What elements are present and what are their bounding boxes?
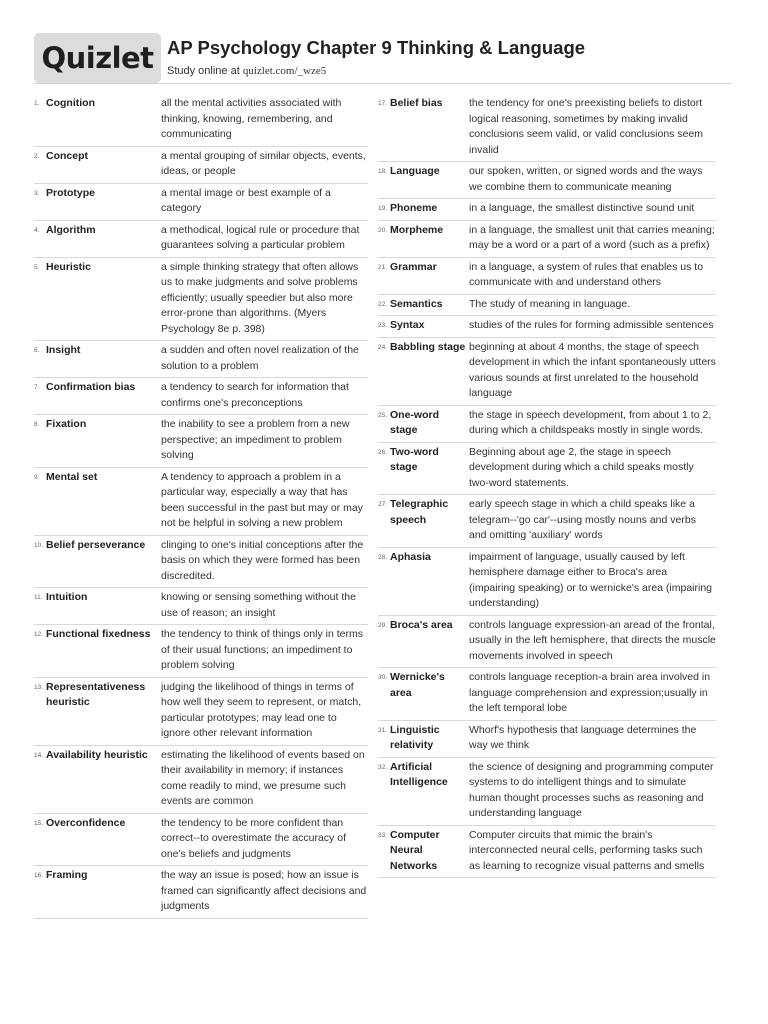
term-row [378,221,716,258]
term-number: 1. [34,100,40,107]
term-definition: controls language expression-an aread of the frontal, usually in the left hemisphere, that directs the muscle movements involved in speech [469,618,716,662]
term-definition: estimating the likelihood of events based on their availability in memory; if instances come readily to mind, we presume such events are common [161,748,365,807]
term-number: 17. [378,100,388,107]
term-number: 4. [34,226,40,234]
term-definition: in a language, a system of rules that enables us to communicate with and understand others [469,260,704,288]
term-number: 18. [378,168,388,175]
term-name: Confirmation bias [46,381,136,393]
term-number: 6. [34,347,40,354]
term-row [34,746,368,814]
term-definition: The study of meaning in language. [469,297,631,310]
term-number: 12. [34,631,44,638]
term-name: One-word stage [390,408,439,436]
term-name: Insight [46,344,81,356]
page-title: AP Psychology Chapter 9 Thinking & Language [167,37,586,58]
term-number: 27. [378,501,388,508]
term-number: 14. [34,751,44,759]
term-definition: the tendency to be more confident than correct--to overestimate the accuracy of one's beliefs and judgments [161,816,346,860]
term-definition: controls language reception-a brain area involved in language comprehension and expression;usually in the left temporal lobe [469,671,711,714]
term-number: 9. [34,473,40,481]
header-divider [34,83,731,84]
term-number: 21. [378,263,388,271]
term-number: 31. [378,726,388,734]
term-number: 25. [378,411,388,419]
term-definition: a sudden and often novel realization of the solution to a problem [161,344,359,372]
term-name: Prototype [46,186,96,199]
term-row [378,406,716,443]
term-name: Cognition [46,97,95,109]
term-number: 7. [34,384,40,391]
term-number: 24. [378,343,388,351]
term-row [34,341,368,378]
term-definition: a tendency to search for information that confirms one's preconceptions [161,381,349,409]
term-row [378,721,716,758]
term-number: 2. [34,152,40,160]
term-row [378,162,716,199]
term-definition: impairment of language, usually caused by left hemisphere damage either to Broca's area (impairing speaking) or to wernicke's area (impairing understanding) [469,550,713,609]
term-row [34,588,368,625]
term-name: Belief perseverance [46,538,146,551]
term-definition: Whorf's hypothesis that language determines the way we think [469,723,697,751]
term-number: 8. [34,421,40,428]
term-name: Syntax [390,319,425,331]
term-number: 19. [378,205,388,212]
term-number: 10. [34,541,44,549]
term-row [378,94,716,162]
term-definition: A tendency to approach a problem in a particular way, especially a way that has been successful in the past but may or may not be helpful in solving a new problem [161,470,363,529]
term-name: Babbling stage [390,340,466,353]
term-name: Semantics [390,297,443,310]
term-row [378,758,716,826]
term-row [378,495,716,548]
term-name: Two-word stage [390,445,439,473]
term-name: Computer Neural Networks [390,828,440,872]
term-row [378,316,716,338]
term-row [34,814,368,867]
term-number: 16. [34,872,44,879]
term-number: 22. [378,300,388,308]
term-name: Availability heuristic [46,748,148,761]
term-row [378,295,716,317]
term-name: Mental set [46,470,98,483]
term-name: Algorithm [46,223,96,236]
term-name: Telegraphic speech [390,498,449,526]
term-number: 30. [378,674,388,681]
term-row [34,147,368,184]
term-definition: early speech stage in which a child speaks like a telegram--'go car'--using mostly nouns and verbs and omitting 'auxiliary' words [469,498,696,541]
term-name: Linguistic relativity [390,723,440,751]
term-name: Belief bias [390,97,443,109]
term-definition: clinging to one's initial conceptions after the basis on which they were formed has been discredited. [161,538,364,582]
term-name: Broca's area [390,618,453,631]
term-row [378,258,716,295]
term-name: Overconfidence [46,816,126,829]
term-definition: judging the likelihood of things in terms of how well they seem to represent, or match, particular prototypes; may lead one to ignore other relevant information [161,680,362,739]
term-row [34,536,368,589]
term-row [34,625,368,678]
term-definition: the stage in speech development, from about 1 to 2, during which a childspeaks mostly in single words. [469,408,712,436]
term-name: Representativeness heuristic [46,680,146,708]
term-column-left [34,94,368,919]
term-definition: studies of the rules for forming admissible sentences [469,319,714,331]
term-name: Morpheme [390,223,444,236]
term-row [378,443,716,496]
term-definition: the tendency for one's preexisting beliefs to distort logical reasoning, sometimes by making invalid conclusions seem valid, or valid conclusions seem invalid [469,97,704,156]
term-definition: the inability to see a problem from a new perspective; an impediment to problem solving [161,418,350,461]
term-definition: knowing or sensing something without the use of reason; an insight [161,591,356,619]
term-name: Phoneme [390,202,438,214]
term-name: Intuition [46,591,88,603]
term-name: Language [390,165,440,177]
term-name: Framing [46,869,88,881]
term-row [34,866,368,919]
term-name: Concept [46,149,88,162]
term-number: 5. [34,263,40,271]
term-definition: the way an issue is posed; how an issue is framed can significantly affect decisions and judgments [161,869,367,912]
term-name: Wernicke's area [390,671,445,699]
term-definition: a mental image or best example of a category [161,186,331,214]
study-online-line [167,65,326,77]
term-definition: a simple thinking strategy that often allows us to make judgments and solve problems efficiently; usually speedier but also more error-prone than algorithms. (Myers Psychology 8e p. 398) [161,260,359,335]
term-name: Heuristic [46,260,91,273]
term-row [378,548,716,616]
term-number: 20. [378,226,388,234]
term-row [378,616,716,669]
term-number: 23. [378,322,388,329]
term-definition: the tendency to think of things only in terms of their usual functions; an impediment to problem solving [161,628,363,671]
term-row [34,678,368,746]
term-definition: beginning at about 4 months, the stage of speech development in which the infant spontaneously utters various sounds at first unrelated to the household language [469,340,716,399]
term-row [34,258,368,342]
term-name: Grammar [390,260,437,273]
term-number: 15. [34,819,44,827]
term-row [34,378,368,415]
term-row [378,668,716,721]
term-definition: Computer circuits that mimic the brain's interconnected neural cells, performing tasks such as learning to recognize visual patterns and smells [469,828,705,872]
term-column-right [378,94,716,878]
term-definition: in a language, the smallest unit that carries meaning; may be a word or a part of a word (such as a prefix) [469,223,715,251]
term-definition: all the mental activities associated with thinking, knowing, remembering, and communicating [161,97,342,140]
term-name: Fixation [46,418,87,430]
term-row [378,338,716,406]
term-row [378,199,716,221]
term-number: 3. [34,189,40,197]
study-online-label: Study online at [167,65,243,77]
term-row [34,184,368,221]
term-definition: in a language, the smallest distinctive sound unit [469,202,695,214]
term-definition: a mental grouping of similar objects, events, ideas, or people [161,149,366,177]
term-number: 26. [378,448,388,456]
term-number: 28. [378,553,388,561]
term-row [34,94,368,147]
term-row [378,826,716,879]
term-name: Artificial Intelligence [390,760,448,788]
term-definition: the science of designing and programming computer systems to do intelligent things and to simulate human thought processes suchs as reasoning and understanding language [469,760,714,819]
term-number: 33. [378,831,388,839]
term-number: 13. [34,683,44,691]
page-header [34,33,731,83]
term-name: Aphasia [390,550,431,563]
term-number: 29. [378,621,388,629]
quizlet-logo[interactable]: Quizlet [34,33,161,83]
study-online-link[interactable]: quizlet.com/_wze5 [242,65,327,77]
term-number: 32. [378,763,388,771]
term-row [34,221,368,258]
term-definition: a methodical, logical rule or procedure that guarantees solving a particular problem [161,223,360,251]
term-row [34,415,368,468]
term-definition: our spoken, written, or signed words and the ways we combine them to communicate meaning [469,165,703,193]
term-number: 11. [34,594,43,601]
term-row [34,468,368,536]
term-definition: Beginning about age 2, the stage in speech development during which a child speaks mostly two-word statements. [469,445,694,489]
term-name: Functional fixedness [46,628,151,640]
